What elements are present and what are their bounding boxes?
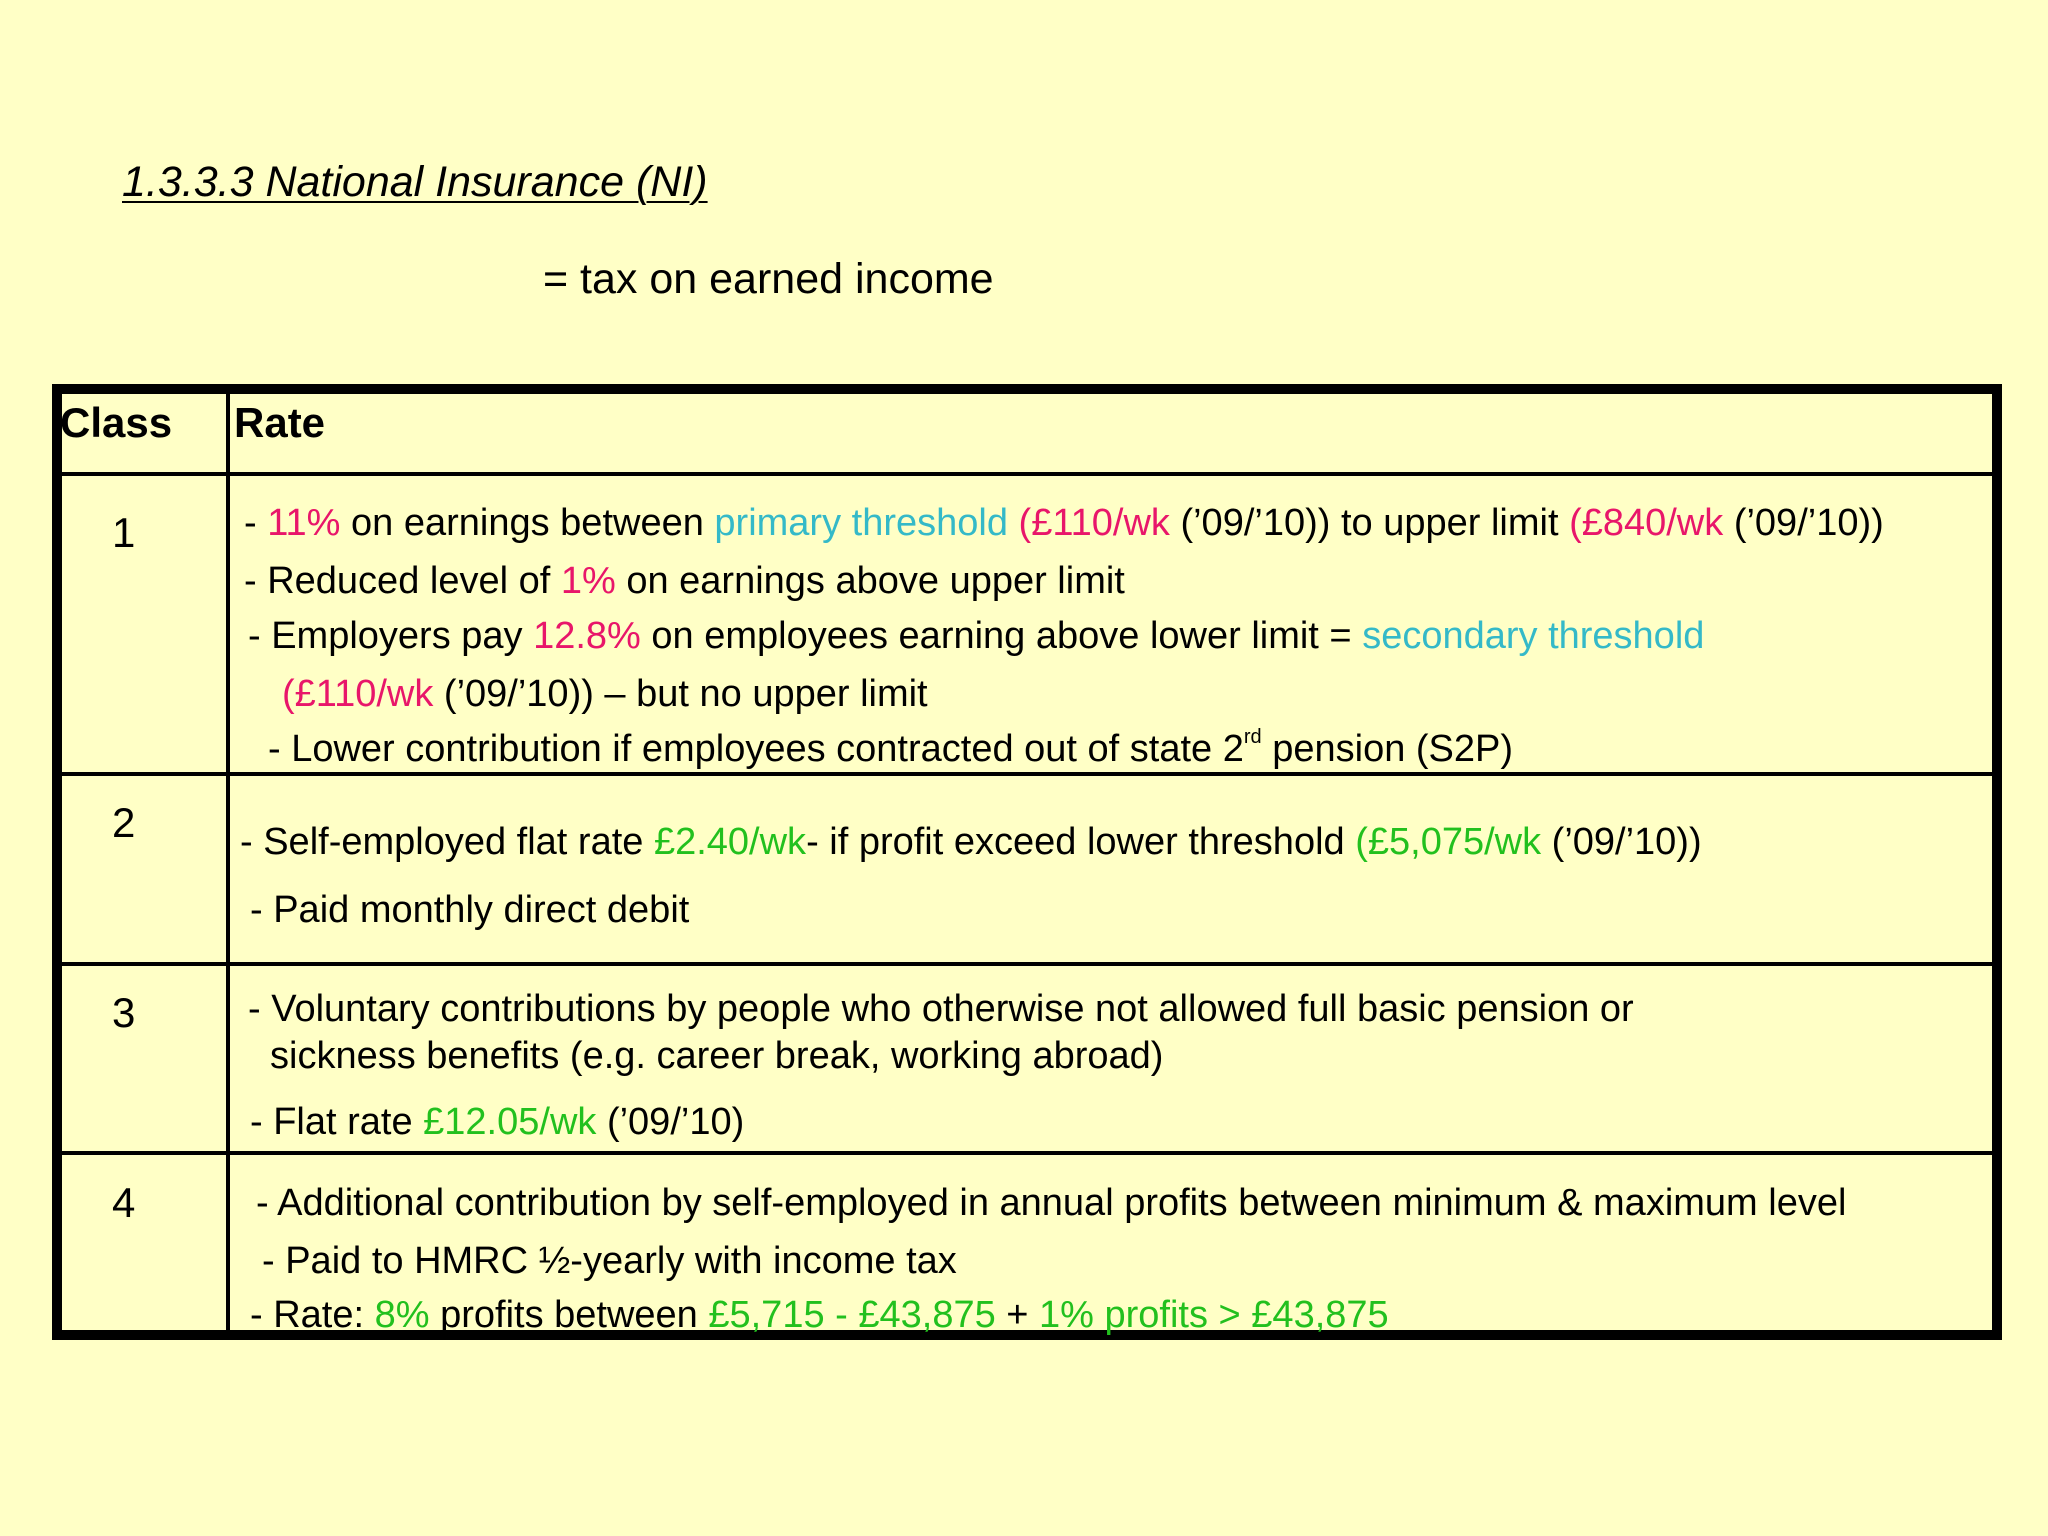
class2-line1: - Self-employed flat rate £2.40/wk- if profit exceed lower threshold (£5,075/wk (’09/’10)) <box>240 821 1702 863</box>
class1-line2: - Reduced level of 1% on earnings above upper limit <box>244 560 1125 602</box>
row-divider <box>62 472 1992 476</box>
class4-line2: - Paid to HMRC ½-yearly with income tax <box>262 1240 957 1282</box>
class3-line1: - Voluntary contributions by people who otherwise not allowed full basic pension or <box>248 988 1634 1030</box>
ni-classes-table <box>52 384 2002 1340</box>
class2-line2: - Paid monthly direct debit <box>250 889 690 931</box>
class4-line1: - Additional contribution by self-employed in annual profits between minimum & maximum level <box>256 1182 1847 1224</box>
class1-line3: - Employers pay 12.8% on employees earning above lower limit = secondary threshold <box>248 615 1705 657</box>
class-number: 2 <box>112 799 136 846</box>
class1-line5: - Lower contribution if employees contracted out of state 2rd pension (S2P) <box>268 726 1514 770</box>
class4-line3: - Rate: 8% profits between £5,715 - £43,875 + 1% profits > £43,875 <box>250 1294 1389 1336</box>
class-number: 1 <box>112 509 136 556</box>
class1-line4: (£110/wk (’09/’10)) – but no upper limit <box>282 673 928 715</box>
column-divider <box>226 394 230 1330</box>
row-divider <box>62 962 1992 966</box>
class3-line2: sickness benefits (e.g. career break, working abroad) <box>270 1035 1164 1077</box>
page-title: 1.3.3.3 National Insurance (NI) <box>122 158 708 206</box>
right-border <box>1993 394 1997 1330</box>
class-number: 4 <box>112 1179 136 1226</box>
class3-line3: - Flat rate £12.05/wk (’09/’10) <box>250 1101 745 1143</box>
header-class: Class <box>60 399 173 446</box>
subtitle: = tax on earned income <box>543 255 994 303</box>
header-rate: Rate <box>234 399 326 446</box>
row-divider <box>62 1151 1992 1155</box>
class1-line1: - 11% on earnings between primary threshold (£110/wk (’09/’10)) to upper limit (£840/wk (’09/’10)) <box>244 502 1884 544</box>
row-divider <box>62 772 1992 776</box>
class-number: 3 <box>112 989 136 1036</box>
